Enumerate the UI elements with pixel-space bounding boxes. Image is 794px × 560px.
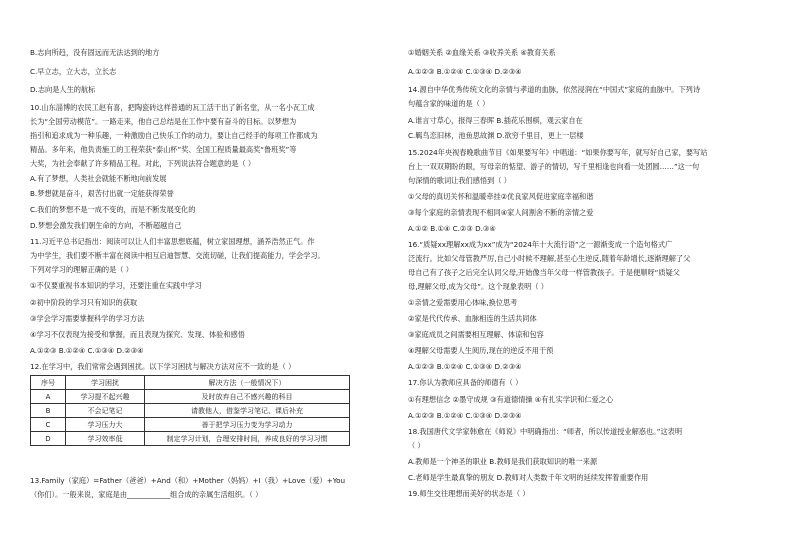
table-cell: 学习效率低 bbox=[66, 432, 145, 446]
table-header: 解决方法（一般情况下） bbox=[145, 376, 350, 390]
text-line: ②家是代代传承、血脉相连的生活共同体 bbox=[408, 314, 537, 323]
table-header: 序号 bbox=[31, 376, 66, 390]
text-line: ①有理想信念 ②墨守成规 ③有道德情操 ④有扎实学识和仁爱之心 bbox=[408, 395, 614, 404]
table-cell: 不会记笔记 bbox=[66, 404, 145, 418]
text-line: ①父母的真切关怀和温暖牵挂②优良家风促进家庭幸福和谐 bbox=[408, 192, 594, 201]
answer-options: A.①② B.①④ C.②③ D.③④ bbox=[408, 224, 496, 233]
text-line: 台上一双双期盼的眼，写母亲的惦望、游子的情切，写千里相逢也向看一处团圆……”这一句 bbox=[408, 162, 700, 171]
question-14: 14.源自中华优秀传统文化的亲情与孝道的血脉，依然浸润在“中国式”家庭的血脉中。下列诗 bbox=[408, 85, 701, 94]
table-cell: 学习压力大 bbox=[66, 418, 145, 432]
trouble-table bbox=[30, 375, 350, 446]
text-line: ①亲情之爱需要用心体味,换位思考 bbox=[408, 298, 518, 307]
table-cell: D bbox=[31, 432, 66, 446]
table-cell: 善于把学习压力变为学习动力 bbox=[145, 418, 350, 432]
question-19: 19.师生交往理想而美好的状态是（ ） bbox=[408, 489, 530, 498]
table-header-row bbox=[31, 376, 350, 390]
question-12: 12.在学习中，我们常常会遇到困扰。以下学习困扰与解决方法对应不一致的是（ ） bbox=[30, 362, 296, 371]
question-18: 18.我国唐代文学家韩愈在《师说》中明确指出：“师者，所以传道授业解惑也。”这表明 bbox=[408, 427, 683, 436]
option-a: A.有了梦想，人类社会就能不断地向前发展 bbox=[30, 174, 167, 183]
text-line: 长为“全国劳动模范”。一路走来，他自己总结是在工作中要有奋斗的目标。以梦想为 bbox=[30, 117, 297, 126]
table-cell: C bbox=[31, 418, 66, 432]
text-line: C.早立志，立大志，立长志 bbox=[30, 67, 117, 76]
table-cell: A bbox=[31, 390, 66, 404]
question-13: 13.Family（家庭）=Father（爸爸）+And（和）+Mother（妈妈）+I（我）+Love（爱）+You bbox=[30, 476, 346, 485]
text-line: （ ） bbox=[408, 441, 425, 450]
answer-options: A.①②③ B.①②④ C.①③④ D.②③④ bbox=[408, 411, 522, 420]
table-row bbox=[31, 418, 350, 432]
option-d: D.梦想会激发我们朝生命的方向，不断超越自己 bbox=[30, 221, 182, 230]
text-line: （你们）。一般来说，家庭是由____________组合成的亲属生活组织。（ ） bbox=[30, 490, 263, 499]
text-line: 下列对学习的理解正确的是（ ） bbox=[30, 265, 133, 274]
table-cell: 学习提不起兴趣 bbox=[66, 390, 145, 404]
table-cell: 请教他人，借鉴学习笔记、课后补充 bbox=[145, 404, 350, 418]
text-line: A.谁言寸草心，报得三春晖 B.插花乐围棋，观云家自在 bbox=[408, 116, 583, 125]
text-line: C.羁鸟恋旧林，池鱼思故渊 D.欲穷千里目，更上一层楼 bbox=[408, 131, 584, 140]
text-line: 句蕴含家的味道的是（ ） bbox=[408, 99, 490, 108]
text-line: 母自己有了孩子之后完全认同父母,开始像当年父母一样管教孩子。于是便顺呀“质疑父 bbox=[408, 268, 680, 277]
text-line: A.教师是一个神圣的职业 B.教师是我们获取知识的唯一来源 bbox=[408, 457, 598, 466]
question-17: 17.你认为教师应具备的师德有（ ） bbox=[408, 378, 523, 387]
text-line: B.志向所趋，没有固远而无法达到的地方 bbox=[30, 48, 160, 57]
text-line: 句深情的歌词让我们感悟到（ ） bbox=[408, 176, 511, 185]
table-row bbox=[31, 390, 350, 404]
answer-options: A.①②③ B.①②④ C.①③④ D.②③④ bbox=[408, 362, 522, 371]
text-line: 大奖，为社会奉献了许多精品工程。对此，下列说法符合题意的是（ ） bbox=[30, 159, 256, 168]
question-15: 15.2024年央视春晚歌曲节目《如果要写年》中唱道：“如果你要写年，就写好自己家，要写站 bbox=[408, 148, 708, 157]
text-line: 为中学生，我们要不断丰富在阅读中相互启迪智慧、交流切磋，让我们提高能力，学会学习。 bbox=[30, 251, 325, 260]
text-line: D.志向是人生的航标 bbox=[30, 85, 96, 94]
question-16: 16.“质疑xx理解xx成为xx”成为“2024年十大流行语”之一源渐变成一个造句格式广 bbox=[408, 240, 673, 249]
text-line: ①婚姻关系 ②血缘关系 ③收养关系 ④教育关系 bbox=[408, 48, 556, 57]
text-line: ④学习不仅表现为接受和掌握，而且表现为探究、发现、体验和感悟 bbox=[30, 330, 245, 339]
text-line: 精品。多年来，他负责施工的工程荣获“泰山杯”奖、全国工程质量最高奖“鲁班奖”等 bbox=[30, 145, 297, 154]
table-cell: 制定学习计划，合理安排时间，养成良好的学习习惯 bbox=[145, 432, 350, 446]
answer-options: A.①②③ B.①②④ C.①③④ D.②③④ bbox=[408, 67, 522, 76]
table-row bbox=[31, 404, 350, 418]
table-cell: B bbox=[31, 404, 66, 418]
text-line: 指引和追求成为一种乐趣，一种激励自己快乐工作的动力，要让自己经手的每项工作都成为 bbox=[30, 131, 318, 140]
text-line: 泛流行。比如父母管教严厉,自己小时候不理解,甚至心生逆反,随着年龄增长,逐渐理解了父 bbox=[408, 254, 691, 263]
option-c: C.我们的梦想不是一成不变的，而是不断发展变化的 bbox=[30, 205, 196, 214]
text-line: ③学会学习需要掌握科学的学习方法 bbox=[30, 314, 145, 323]
question-11: 11.习近平总书记指出：阅读可以让人们丰富思想底蕴，树立家国理想，涵养浩然正气。作 bbox=[30, 237, 315, 246]
text-line: ②初中阶段的学习只有知识的获取 bbox=[30, 298, 138, 307]
option-b: B.梦想就是奋斗，艰苦付出就一定能获得荣誉 bbox=[30, 189, 174, 198]
text-line: ③每个家庭的亲情表现不相同④家人间割舍不断的亲情之爱 bbox=[408, 208, 594, 217]
table-header: 学习困扰 bbox=[66, 376, 145, 390]
answer-options: A.①②③ B.①②④ C.①③④ D.②③④ bbox=[30, 346, 144, 355]
table-cell: 及时放弃自己不感兴趣的科目 bbox=[145, 390, 350, 404]
text-line: ①不仅要重视书本知识的学习，还要注重在实践中学习 bbox=[30, 281, 202, 290]
text-line: ③家庭成员之间需要相互理解、体谅和包容 bbox=[408, 330, 544, 339]
text-line: C.老师是学生最真挚的朋友 D.教师对人类数千年文明的延续发挥着重要作用 bbox=[408, 473, 649, 482]
table-row bbox=[31, 432, 350, 446]
question-10: 10.山东淄博的农民工赵有喜，把陶瓷砖这样普通的瓦工活干出了新名堂，从一名小瓦工成 bbox=[30, 103, 315, 112]
text-line: 母,理解父母,成为父母”。这个现象表明（ ） bbox=[408, 282, 548, 291]
text-line: ④理解父母需要人生阅历,现在的逆反不用干预 bbox=[408, 346, 554, 355]
